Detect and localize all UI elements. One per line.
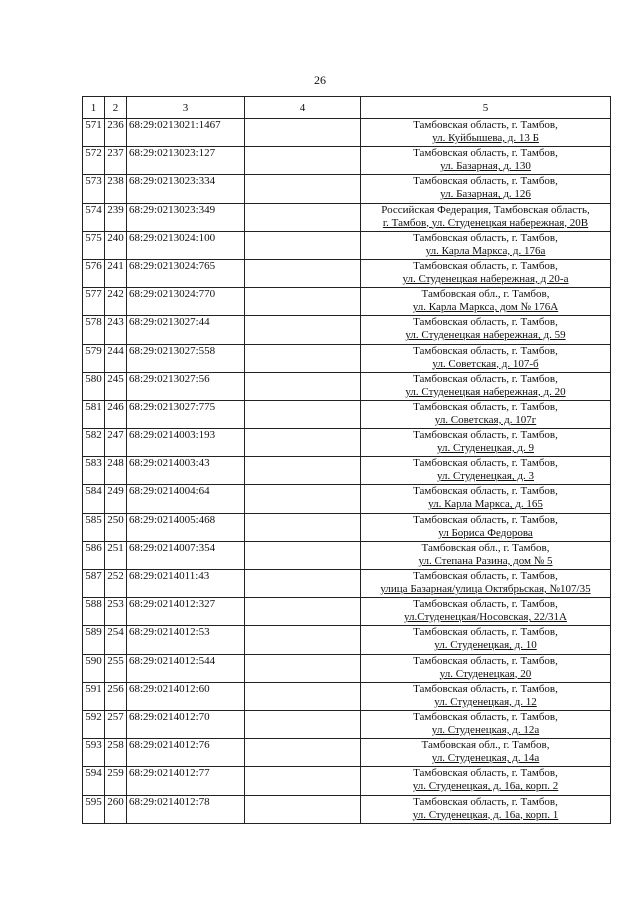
address-line-1: Тамбовская область, г. Тамбов, — [413, 147, 558, 160]
table-row — [83, 513, 611, 541]
sub-number-cell: 249 — [105, 485, 127, 513]
column-4-cell — [245, 626, 361, 654]
address-line-1: Тамбовская область, г. Тамбов, — [413, 259, 558, 272]
address-cell — [361, 795, 611, 823]
address-line-1: Тамбовская область, г. Тамбов, — [413, 457, 558, 470]
address-cell — [361, 372, 611, 400]
header-col-1: 1 — [83, 97, 105, 119]
sub-number-cell: 247 — [105, 429, 127, 457]
cadastral-number-cell: 68:29:0214003:193 — [127, 429, 245, 457]
address-cell — [361, 767, 611, 795]
address-line-2: ул. Студенецкая, д. 14а — [431, 752, 540, 765]
address-line-1: Тамбовская область, г. Тамбов, — [413, 344, 558, 357]
row-number-cell: 581 — [83, 400, 105, 428]
address-line-2: ул.Студенецкая/Носовская, 22/31А — [404, 611, 567, 624]
registry-table — [82, 96, 611, 824]
address-cell — [361, 231, 611, 259]
address-line-2: ул. Студенецкая, д. 16а, корп. 2 — [412, 780, 559, 793]
column-4-cell — [245, 344, 361, 372]
address-cell — [361, 259, 611, 287]
address-line-1: Тамбовская область, г. Тамбов, — [413, 570, 558, 582]
address-line-1: Тамбовская область, г. Тамбов, — [413, 767, 558, 780]
column-4-cell — [245, 457, 361, 485]
table-header-row — [83, 97, 611, 119]
column-4-cell — [245, 570, 361, 598]
row-number-cell: 576 — [83, 259, 105, 287]
address-line-1: Тамбовская область, г. Тамбов, — [413, 598, 558, 611]
address-line-1: Тамбовская область, г. Тамбов, — [413, 400, 558, 413]
table-row — [83, 485, 611, 513]
address-line-2: ул. Студенецкая, д. 12а — [431, 723, 540, 736]
sub-number-cell: 244 — [105, 344, 127, 372]
cadastral-number-cell: 68:29:0213021:1467 — [127, 119, 245, 147]
column-4-cell — [245, 316, 361, 344]
address-line-1: Тамбовская область, г. Тамбов, — [413, 682, 558, 695]
sub-number-cell: 257 — [105, 710, 127, 738]
cadastral-number-cell: 68:29:0214012:76 — [127, 739, 245, 767]
column-4-cell — [245, 485, 361, 513]
sub-number-cell: 242 — [105, 288, 127, 316]
table-row — [83, 710, 611, 738]
column-4-cell — [245, 147, 361, 175]
address-cell — [361, 429, 611, 457]
address-cell — [361, 654, 611, 682]
cadastral-number-cell: 68:29:0213024:770 — [127, 288, 245, 316]
row-number-cell: 594 — [83, 767, 105, 795]
address-cell — [361, 175, 611, 203]
cadastral-number-cell: 68:29:0213023:334 — [127, 175, 245, 203]
row-number-cell: 572 — [83, 147, 105, 175]
sub-number-cell: 236 — [105, 119, 127, 147]
table-row — [83, 344, 611, 372]
header-col-2: 2 — [105, 97, 127, 119]
address-line-2: ул. Студенецкая набережная, д. 59 — [405, 329, 566, 342]
table-row — [83, 598, 611, 626]
sub-number-cell: 237 — [105, 147, 127, 175]
cadastral-number-cell: 68:29:0214007:354 — [127, 541, 245, 569]
row-number-cell: 573 — [83, 175, 105, 203]
header-col-5: 5 — [361, 97, 611, 119]
address-line-2: ул. Студенецкая, д. 10 — [434, 639, 537, 652]
table-row — [83, 372, 611, 400]
table-row — [83, 316, 611, 344]
address-line-2: ул. Базарная, д. 130 — [440, 160, 531, 173]
address-line-2: ул. Студенецкая, д. 12 — [434, 695, 537, 708]
table-row — [83, 288, 611, 316]
row-number-cell: 584 — [83, 485, 105, 513]
address-cell — [361, 570, 611, 598]
cadastral-number-cell: 68:29:0214004:64 — [127, 485, 245, 513]
cadastral-number-cell: 68:29:0213023:349 — [127, 203, 245, 231]
column-4-cell — [245, 513, 361, 541]
address-cell — [361, 541, 611, 569]
address-line-2: ул. Студенецкая, д. 16а, корп. 1 — [412, 808, 559, 821]
address-line-2: ул. Студенецкая набережная, д 20-а — [402, 272, 569, 285]
sub-number-cell: 243 — [105, 316, 127, 344]
column-4-cell — [245, 682, 361, 710]
address-cell — [361, 344, 611, 372]
table-row — [83, 175, 611, 203]
address-cell — [361, 513, 611, 541]
address-line-1: Тамбовская область, г. Тамбов, — [413, 485, 558, 498]
address-line-1: Тамбовская область, г. Тамбов, — [413, 175, 558, 188]
column-4-cell — [245, 739, 361, 767]
table-row — [83, 203, 611, 231]
table-body — [83, 119, 611, 824]
cadastral-number-cell: 68:29:0214012:544 — [127, 654, 245, 682]
address-line-2: ул. Советская, д. 107-б — [432, 357, 539, 370]
column-4-cell — [245, 710, 361, 738]
sub-number-cell: 246 — [105, 400, 127, 428]
table-row — [83, 147, 611, 175]
address-cell — [361, 147, 611, 175]
cadastral-number-cell: 68:29:0214012:77 — [127, 767, 245, 795]
table-row — [83, 654, 611, 682]
page-number: 26 — [314, 73, 326, 87]
address-line-2: ул. Базарная, д. 126 — [440, 188, 531, 201]
address-line-2: ул. Студенецкая, д. 3 — [436, 470, 535, 483]
cadastral-number-cell: 68:29:0214012:327 — [127, 598, 245, 626]
column-4-cell — [245, 654, 361, 682]
row-number-cell: 595 — [83, 795, 105, 823]
row-number-cell: 588 — [83, 598, 105, 626]
address-line-1: Тамбовская область, г. Тамбов, — [413, 626, 558, 639]
address-line-2: ул. Карла Маркса, д. 176а — [425, 244, 546, 257]
table-row — [83, 231, 611, 259]
sub-number-cell: 255 — [105, 654, 127, 682]
column-4-cell — [245, 795, 361, 823]
table-row — [83, 795, 611, 823]
table-row — [83, 541, 611, 569]
table-row — [83, 682, 611, 710]
column-4-cell — [245, 541, 361, 569]
cadastral-number-cell: 68:29:0214003:43 — [127, 457, 245, 485]
address-line-2: ул. Студенецкая, д. 9 — [436, 442, 535, 455]
sub-number-cell: 256 — [105, 682, 127, 710]
address-line-2: ул. Советская, д. 107г — [434, 413, 537, 426]
address-cell — [361, 288, 611, 316]
column-4-cell — [245, 259, 361, 287]
row-number-cell: 583 — [83, 457, 105, 485]
sub-number-cell: 241 — [105, 259, 127, 287]
address-line-1: Тамбовская область, г. Тамбов, — [413, 231, 558, 244]
table-row — [83, 429, 611, 457]
cadastral-number-cell: 68:29:0213027:44 — [127, 316, 245, 344]
cadastral-number-cell: 68:29:0213024:765 — [127, 259, 245, 287]
address-line-1: Тамбовская область, г. Тамбов, — [413, 513, 558, 526]
table-row — [83, 400, 611, 428]
table-row — [83, 570, 611, 598]
sub-number-cell: 251 — [105, 541, 127, 569]
row-number-cell: 580 — [83, 372, 105, 400]
cadastral-number-cell: 68:29:0214012:78 — [127, 795, 245, 823]
address-line-2: улица Базарная/улица Октябрьская, №107/35 — [380, 583, 591, 595]
sub-number-cell: 245 — [105, 372, 127, 400]
address-cell — [361, 119, 611, 147]
header-col-3: 3 — [127, 97, 245, 119]
address-cell — [361, 400, 611, 428]
address-cell — [361, 316, 611, 344]
row-number-cell: 591 — [83, 682, 105, 710]
address-line-1: Тамбовская область, г. Тамбов, — [413, 710, 558, 723]
row-number-cell: 577 — [83, 288, 105, 316]
address-line-1: Тамбовская обл., г. Тамбов, — [421, 739, 550, 752]
row-number-cell: 586 — [83, 541, 105, 569]
address-line-1: Тамбовская область, г. Тамбов, — [413, 795, 558, 808]
address-line-2: ул. Карла Маркса, д. 165 — [428, 498, 543, 511]
row-number-cell: 590 — [83, 654, 105, 682]
address-line-2: ул. Студенецкая, 20 — [439, 667, 532, 680]
row-number-cell: 585 — [83, 513, 105, 541]
sub-number-cell: 259 — [105, 767, 127, 795]
header-col-4: 4 — [245, 97, 361, 119]
address-cell — [361, 682, 611, 710]
row-number-cell: 582 — [83, 429, 105, 457]
column-4-cell — [245, 175, 361, 203]
address-line-1: Тамбовская обл., г. Тамбов, — [421, 541, 550, 554]
address-line-1: Тамбовская область, г. Тамбов, — [413, 429, 558, 442]
column-4-cell — [245, 372, 361, 400]
sub-number-cell: 250 — [105, 513, 127, 541]
cadastral-number-cell: 68:29:0213023:127 — [127, 147, 245, 175]
row-number-cell: 593 — [83, 739, 105, 767]
row-number-cell: 578 — [83, 316, 105, 344]
column-4-cell — [245, 400, 361, 428]
address-line-2: ул. Куйбышева, д. 13 Б — [432, 132, 539, 144]
cadastral-number-cell: 68:29:0213027:558 — [127, 344, 245, 372]
cadastral-number-cell: 68:29:0213024:100 — [127, 231, 245, 259]
cadastral-number-cell: 68:29:0214012:60 — [127, 682, 245, 710]
address-line-2: ул. Карла Маркса, дом № 176А — [412, 301, 559, 314]
cadastral-number-cell: 68:29:0214005:468 — [127, 513, 245, 541]
address-line-1: Тамбовская область, г. Тамбов, — [413, 316, 558, 329]
column-4-cell — [245, 203, 361, 231]
address-cell — [361, 626, 611, 654]
address-line-1: Тамбовская область, г. Тамбов, — [413, 372, 558, 385]
column-4-cell — [245, 231, 361, 259]
row-number-cell: 571 — [83, 119, 105, 147]
address-line-2: ул. Степана Разина, дом № 5 — [418, 554, 553, 567]
row-number-cell: 587 — [83, 570, 105, 598]
column-4-cell — [245, 767, 361, 795]
column-4-cell — [245, 288, 361, 316]
sub-number-cell: 240 — [105, 231, 127, 259]
address-cell — [361, 485, 611, 513]
cadastral-number-cell: 68:29:0214011:43 — [127, 570, 245, 598]
column-4-cell — [245, 119, 361, 147]
table-row — [83, 739, 611, 767]
sub-number-cell: 254 — [105, 626, 127, 654]
address-cell — [361, 457, 611, 485]
cadastral-number-cell: 68:29:0213027:775 — [127, 400, 245, 428]
cadastral-number-cell: 68:29:0214012:70 — [127, 710, 245, 738]
address-cell — [361, 739, 611, 767]
address-line-2: г. Тамбов, ул. Студенецкая набережная, 20В — [382, 216, 589, 229]
address-line-1: Тамбовская обл., г. Тамбов, — [421, 288, 550, 301]
column-4-cell — [245, 598, 361, 626]
sub-number-cell: 239 — [105, 203, 127, 231]
address-cell — [361, 203, 611, 231]
table-row — [83, 259, 611, 287]
row-number-cell: 575 — [83, 231, 105, 259]
sub-number-cell: 238 — [105, 175, 127, 203]
table-row — [83, 119, 611, 147]
address-line-2: ул. Студенецкая набережная, д. 20 — [405, 385, 566, 398]
address-cell — [361, 598, 611, 626]
row-number-cell: 574 — [83, 203, 105, 231]
column-4-cell — [245, 429, 361, 457]
sub-number-cell: 260 — [105, 795, 127, 823]
sub-number-cell: 248 — [105, 457, 127, 485]
address-cell — [361, 710, 611, 738]
address-line-1: Тамбовская область, г. Тамбов, — [413, 654, 558, 667]
table-row — [83, 457, 611, 485]
row-number-cell: 579 — [83, 344, 105, 372]
address-line-1: Российская Федерация, Тамбовская область, — [381, 203, 590, 216]
address-line-1: Тамбовская область, г. Тамбов, — [413, 119, 558, 131]
sub-number-cell: 253 — [105, 598, 127, 626]
sub-number-cell: 252 — [105, 570, 127, 598]
table-row — [83, 626, 611, 654]
table-row — [83, 767, 611, 795]
row-number-cell: 592 — [83, 710, 105, 738]
cadastral-number-cell: 68:29:0214012:53 — [127, 626, 245, 654]
address-line-2: ул Бориса Федорова — [438, 526, 533, 539]
cadastral-number-cell: 68:29:0213027:56 — [127, 372, 245, 400]
sub-number-cell: 258 — [105, 739, 127, 767]
row-number-cell: 589 — [83, 626, 105, 654]
